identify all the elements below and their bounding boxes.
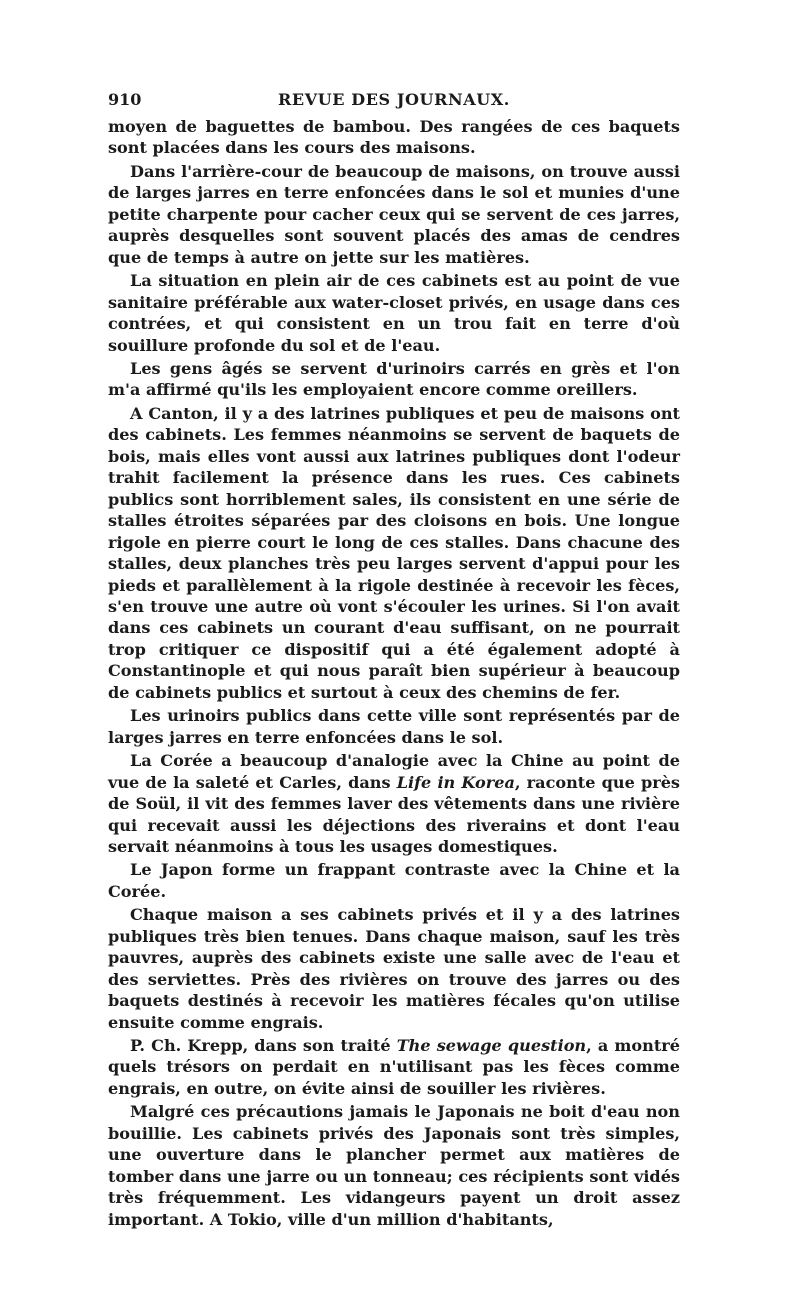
paragraph: Dans l'arrière-cour de beaucoup de maisons, on trouve aussi de larges jarres en terre enfoncées dans le sol et munies d'une petite charpente pour cacher ceux qui se servent de ces jarres, auprès desquelles sont souvent placés des amas de cendres que de temps à autre on jette sur les matières. <box>108 161 680 267</box>
paragraph: La situation en plein air de ces cabinets est au point de vue sanitaire préférable aux water-closet privés, en usage dans ces contrées, et qui consistent en un trou fait en terre d'où souillure profonde du sol et de l'eau. <box>108 271 680 355</box>
paragraph: moyen de baguettes de bambou. Des rangées de ces baquets sont placées dans les cours des maisons. <box>108 117 680 158</box>
paragraph <box>108 750 680 857</box>
text-run: P. Ch. Krepp, dans son traité <box>130 1036 397 1056</box>
paragraph: A Canton, il y a des latrines publiques et peu de maisons ont des cabinets. Les femmes néanmoins se servent de baquets de bois, mais elles vont aussi aux latrines publiques dont l'odeur trahit facilement la présence dans les rues. Ces cabinets publics sont horriblement sales, ils consistent en une série de stalles étroites séparées par des cloisons en bois. Une longue rigole en pierre court le long de ces stalles. Dans chacune des stalles, deux planches très peu larges servent d'appui pour les pieds et parallèlement à la rigole destinée à recevoir les fèces, s'en trouve une autre où vont s'écouler les urines. Si l'on avait dans ces cabinets un courant d'eau suffisant, on ne pourrait trop critiquer ce dispositif qui a été également adopté à Constantinople et qui nous paraît bien supérieur à beaucoup de cabinets publics et surtout à ceux des chemins de fer. <box>108 403 680 702</box>
body-text <box>108 116 680 1232</box>
page-header <box>108 90 680 114</box>
paragraph: Le Japon forme un frappant contraste avec la Chine et la Corée. <box>108 860 680 901</box>
paragraph: Les gens âgés se servent d'urinoirs carrés en grès et l'on m'a affirmé qu'ils les employaient encore comme oreillers. <box>108 358 680 400</box>
text-run: La Corée a beaucoup d'analogie avec la Chine au point de vue de la saleté et Carles, dans <box>108 751 680 792</box>
paragraph: Chaque maison a ses cabinets privés et il y a des latrines publiques très bien tenues. Dans chaque maison, sauf les très pauvres, auprès des cabinets existe une salle avec de l'eau et des serviettes. Près des rivières on trouve des jarres ou des baquets destinés à recevoir les matières fécales qu'on utilise ensuite comme engrais. <box>108 905 680 1032</box>
paragraph: Les urinoirs publics dans cette ville sont représentés par de larges jarres en terre enfoncées dans le sol. <box>108 706 680 747</box>
running-title: REVUE DES JOURNAUX. <box>278 90 510 109</box>
book-title: Life in Korea <box>396 772 515 792</box>
text-run: , a montré quels trésors on perdait en n'utilisant pas les fèces comme engrais, en outre, on évite ainsi de souiller les rivières. <box>108 1036 681 1098</box>
paragraph <box>108 1035 680 1099</box>
book-title: The sewage question <box>396 1036 587 1056</box>
page-number: 910 <box>108 90 142 109</box>
paragraph: Malgré ces précautions jamais le Japonais ne boit d'eau non bouillie. Les cabinets privés des Japonais sont très simples, une ouverture dans le plancher permet aux matières de tomber dans une jarre ou un tonneau; ces récipients sont vidés très fréquemment. Les vidangeurs payent un droit assez important. A Tokio, ville d'un million d'habitants, <box>108 1102 680 1229</box>
text-run: , raconte que près de Soül, il vit des femmes laver des vêtements dans une rivière qui recevait aussi les déjections des riverains et dont l'eau servait néanmoins à tous les usages domestiques. <box>108 772 680 856</box>
